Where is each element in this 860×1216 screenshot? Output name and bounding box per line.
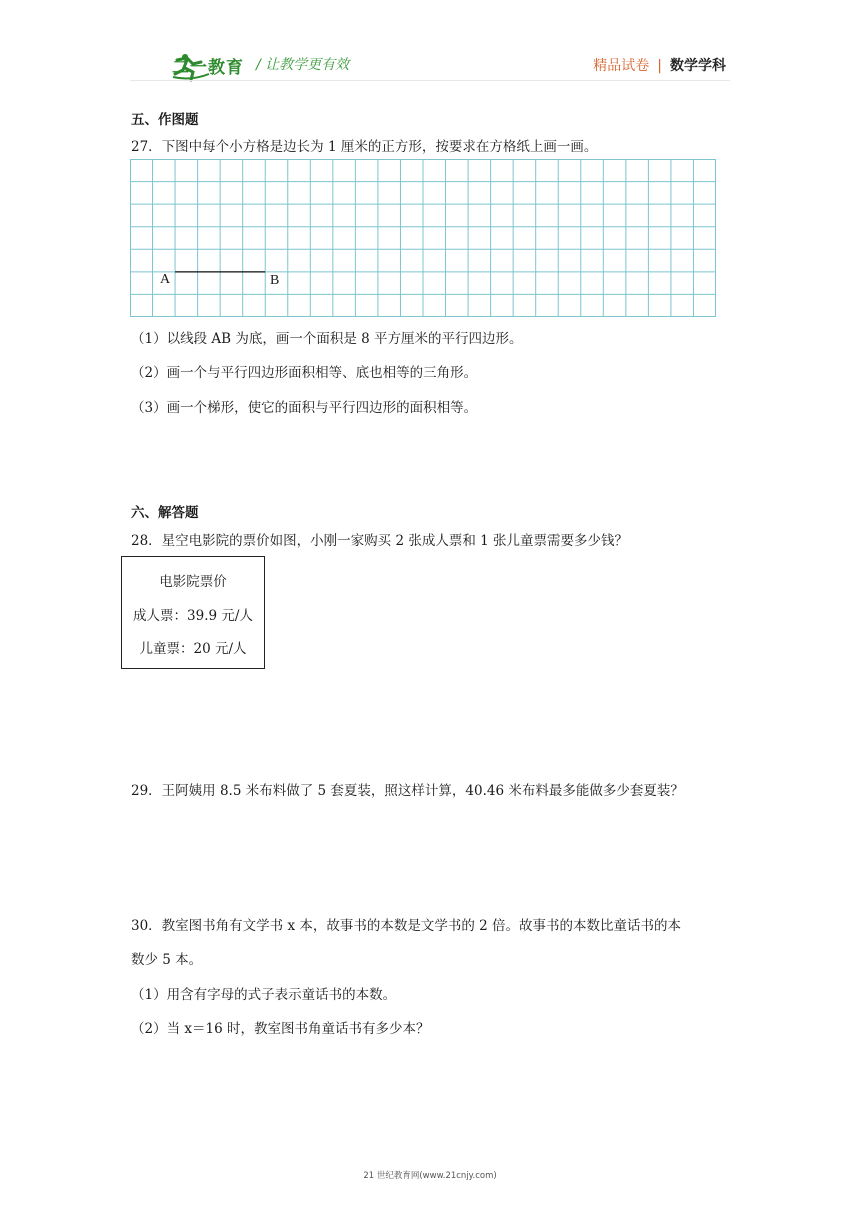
question-27-text: 27．下图中每个小方格是边长为 1 厘米的正方形，按要求在方格纸上画一画。	[131, 139, 598, 155]
question-27-sub2: （2）画一个与平行四边形面积相等、底也相等的三角形。	[131, 365, 478, 381]
header-subject-label: 数学学科	[670, 58, 726, 74]
question-27-sub1: （1）以线段 AB 为底，画一个面积是 8 平方厘米的平行四边形。	[131, 331, 523, 347]
ticket-title: 电影院票价	[159, 574, 227, 590]
question-27-sub3: （3）画一个梯形，使它的面积与平行四边形的面积相等。	[131, 400, 478, 416]
ticket-adult-price: 成人票：39.9 元/人	[133, 608, 253, 624]
square-grid[interactable]	[130, 159, 716, 317]
ticket-child-price: 儿童票：20 元/人	[139, 641, 247, 657]
question-30-sub1: （1）用含有字母的式子表示童话书的本数。	[131, 987, 397, 1003]
question-28-text: 28．星空电影院的票价如图，小刚一家购买 2 张成人票和 1 张儿童票需要多少钱？	[131, 533, 629, 549]
question-29-text: 29．王阿姨用 8.5 米布料做了 5 套夏装，照这样计算，40.46 米布料最多能做多少套夏装？	[131, 783, 684, 799]
section-title-6: 六、解答题	[131, 505, 199, 521]
ticket-price-box	[121, 556, 265, 669]
header-divider	[130, 80, 730, 81]
question-30-sub2: （2）当 x＝16 时，教室图书角童话书有多少本？	[131, 1021, 430, 1037]
header-separator: |	[657, 58, 662, 74]
page-footer: 21 世纪教育网(www.21cnjy.com)	[363, 1171, 497, 1181]
brand-logo-text: 二一教育	[172, 58, 244, 78]
section-title-5: 五、作图题	[131, 112, 199, 128]
point-b-label: B	[270, 273, 280, 288]
point-a-label: A	[160, 272, 171, 287]
question-30-text-line1: 30．教室图书角有文学书 x 本，故事书的本数是文学书的 2 倍。故事书的本数比童话书的本	[131, 918, 682, 934]
header-selected-label: 精品试卷	[593, 58, 650, 74]
header-slogan: / 让教学更有效	[256, 57, 350, 73]
question-30-text-line2: 数少 5 本。	[131, 952, 203, 968]
header-right	[593, 55, 726, 75]
